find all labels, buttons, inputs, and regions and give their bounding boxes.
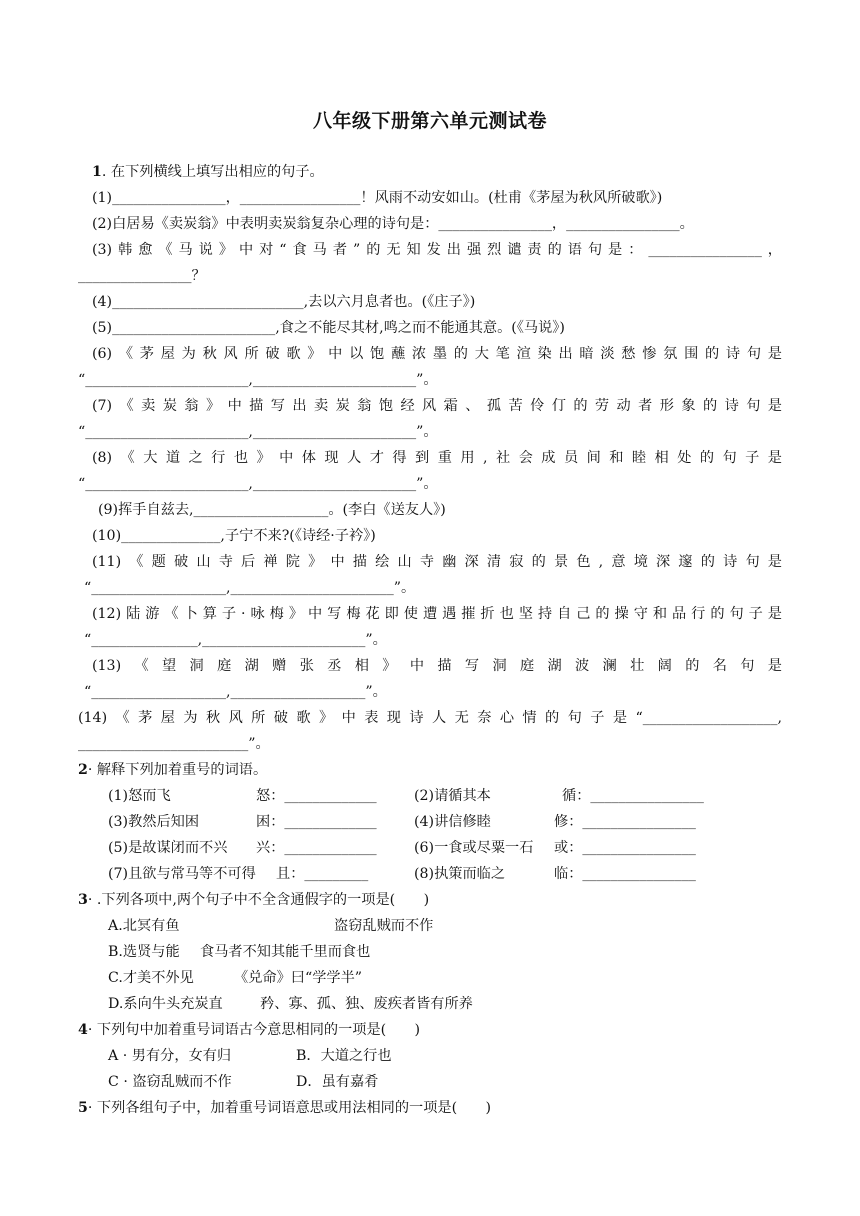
- question-number: 2: [78, 762, 88, 778]
- fill-item: (14)《茅屋为秋风所破歌》中表现诗人无奈心情的句子是“___________________,: [78, 710, 782, 726]
- fill-item: “_______________________,_______________________”。: [78, 424, 438, 440]
- fill-item: (4)___________________________,去以六月息者也。(《庄子》): [92, 294, 476, 310]
- fill-item: (10)______________,子宁不来?(《诗经·子衿》): [92, 528, 376, 544]
- fill-item: (6)《茅屋为秋风所破歌》中以饱蘸浓墨的大笔渲染出暗淡愁惨氛围的诗句是: [92, 346, 782, 362]
- exam-page: 八年级下册第六单元测试卷 1. 在下列横线上填写出相应的句子。 (1)________________，_________________！风雨不动安如山。(杜甫《茅屋为秋风所破歌》) (2)白居易《卖炭翁》中表明卖炭翁复杂心理的诗句是：________________，________________。 (3)韩愈《马说》中对“食马者”的无知发出强烈谴责的语句是：________________， ________________？ (4)___________________________,去以六月息者也。(《庄子》) (5)_______________________,食之不能尽其材,鸣之而不能通其意。(《马说》) (6)《茅屋为秋风所破歌》中以饱蘸浓墨的大笔渲染出暗淡愁惨氛围的诗句是 “_______________________,_______________________”。 (7)《卖炭翁》中描写出卖炭翁饱经风霜、孤苦伶仃的劳动者形象的诗句是 “_______________________,_______________________”。 (8)《大道之行也》中体现人才得到重用,社会成员间和睦相处的句子是 “_______________________,_______________________”。 (9)挥手自兹去,___________________。(李白《送友人》) (10)______________,子宁不来?(《诗经·子衿》) (11)《题破山寺后禅院》中描绘山寺幽深清寂的景色,意境深邃的诗句是 “___________________,_______________________”。 (12)陆游《卜算子·咏梅》中写梅花即使遭遇摧折也坚持自己的操守和品行的句子是 “_______________,_______________________”。 (13)《望洞庭湖赠张丞相》中描写洞庭湖波澜壮阔的名句是 “___________________,___________________”。 (14)《茅屋为秋风所破歌》中表现诗人无奈心情的句子是“___________________, ________________________”。 2· 解释下列加着重号的词语。 (1)怒而飞 怒：_____________ (2)请循其本 循：________________ (3)教然后知困 困：_____________ (4)讲信修睦 修：________________ (5)是故谋闭而不兴 兴：_____________ (6)一食或尽粟一石 或：________________ (7)且欲与常马等不可得 且：_________ (8)执策而临之 临：________________ 3· .下列各项中,两个句子中不全含通假字的一项是( ) A.北冥有鱼 盗窃乱贼而不作 B.选贤与能 食马者不知其能千里而食也 C.才美不外见 《兑命》曰“学学半” D.系向牛头充炭直 矜、寡、孤、独、废疾者皆有所养 4· 下列句中加着重号词语古今意思相同的一项是( ) A · 男有分，女有归 B．大道之行也 C · 盗窃乱贼而不作 D．虽有嘉肴 5· 下列各组句子中，加着重号词语意思或用法相同的一项是( ): [0, 0, 860, 1216]
- fill-item: (13)《望洞庭湖赠张丞相》中描写洞庭湖波澜壮阔的名句是: [92, 658, 782, 674]
- fill-item: “_______________________,_______________________”。: [78, 476, 438, 492]
- fill-item: (2)白居易《卖炭翁》中表明卖炭翁复杂心理的诗句是：________________，________________。: [92, 216, 694, 232]
- fill-item: “___________________,___________________”。: [84, 684, 387, 700]
- question-3-stem: 3· .下列各项中,两个句子中不全含通假字的一项是( ): [78, 892, 430, 908]
- fill-item: “_______________,_______________________”。: [84, 632, 387, 648]
- fill-item: (9)挥手自兹去,___________________。(李白《送友人》): [98, 502, 446, 518]
- fill-item: (3)韩愈《马说》中对“食马者”的无知发出强烈谴责的语句是：________________，: [92, 242, 782, 258]
- question-4-stem: 4· 下列句中加着重号词语古今意思相同的一项是( ): [78, 1022, 421, 1038]
- fill-item: ________________？: [78, 268, 206, 284]
- question-1-stem: 1. 在下列横线上填写出相应的句子。: [92, 164, 324, 180]
- question-number: 3: [78, 892, 88, 908]
- fill-item: “___________________,_______________________”。: [84, 580, 416, 596]
- fill-item: (5)_______________________,食之不能尽其材,鸣之而不能通其意。(《马说》): [92, 320, 565, 336]
- fill-item: (1)________________，_________________！风雨不动安如山。(杜甫《茅屋为秋风所破歌》): [92, 190, 663, 206]
- question-number: 5: [78, 1100, 88, 1116]
- fill-item: (7)《卖炭翁》中描写出卖炭翁饱经风霜、孤苦伶仃的劳动者形象的诗句是: [92, 398, 782, 414]
- question-number: 4: [78, 1022, 88, 1038]
- fill-item: (8)《大道之行也》中体现人才得到重用,社会成员间和睦相处的句子是: [92, 450, 782, 466]
- page-title: 八年级下册第六单元测试卷: [312, 110, 547, 132]
- fill-item: (11)《题破山寺后禅院》中描绘山寺幽深清寂的景色,意境深邃的诗句是: [92, 554, 782, 570]
- question-2-stem: 2· 解释下列加着重号的词语。: [78, 762, 268, 778]
- question-number: 1: [92, 164, 102, 180]
- fill-item: “_______________________,_______________________”。: [78, 372, 438, 388]
- fill-item: (12)陆游《卜算子·咏梅》中写梅花即使遭遇摧折也坚持自己的操守和品行的句子是: [92, 606, 782, 622]
- fill-item: ________________________”。: [78, 736, 270, 752]
- question-5-stem: 5· 下列各组句子中，加着重号词语意思或用法相同的一项是( ): [78, 1100, 492, 1116]
